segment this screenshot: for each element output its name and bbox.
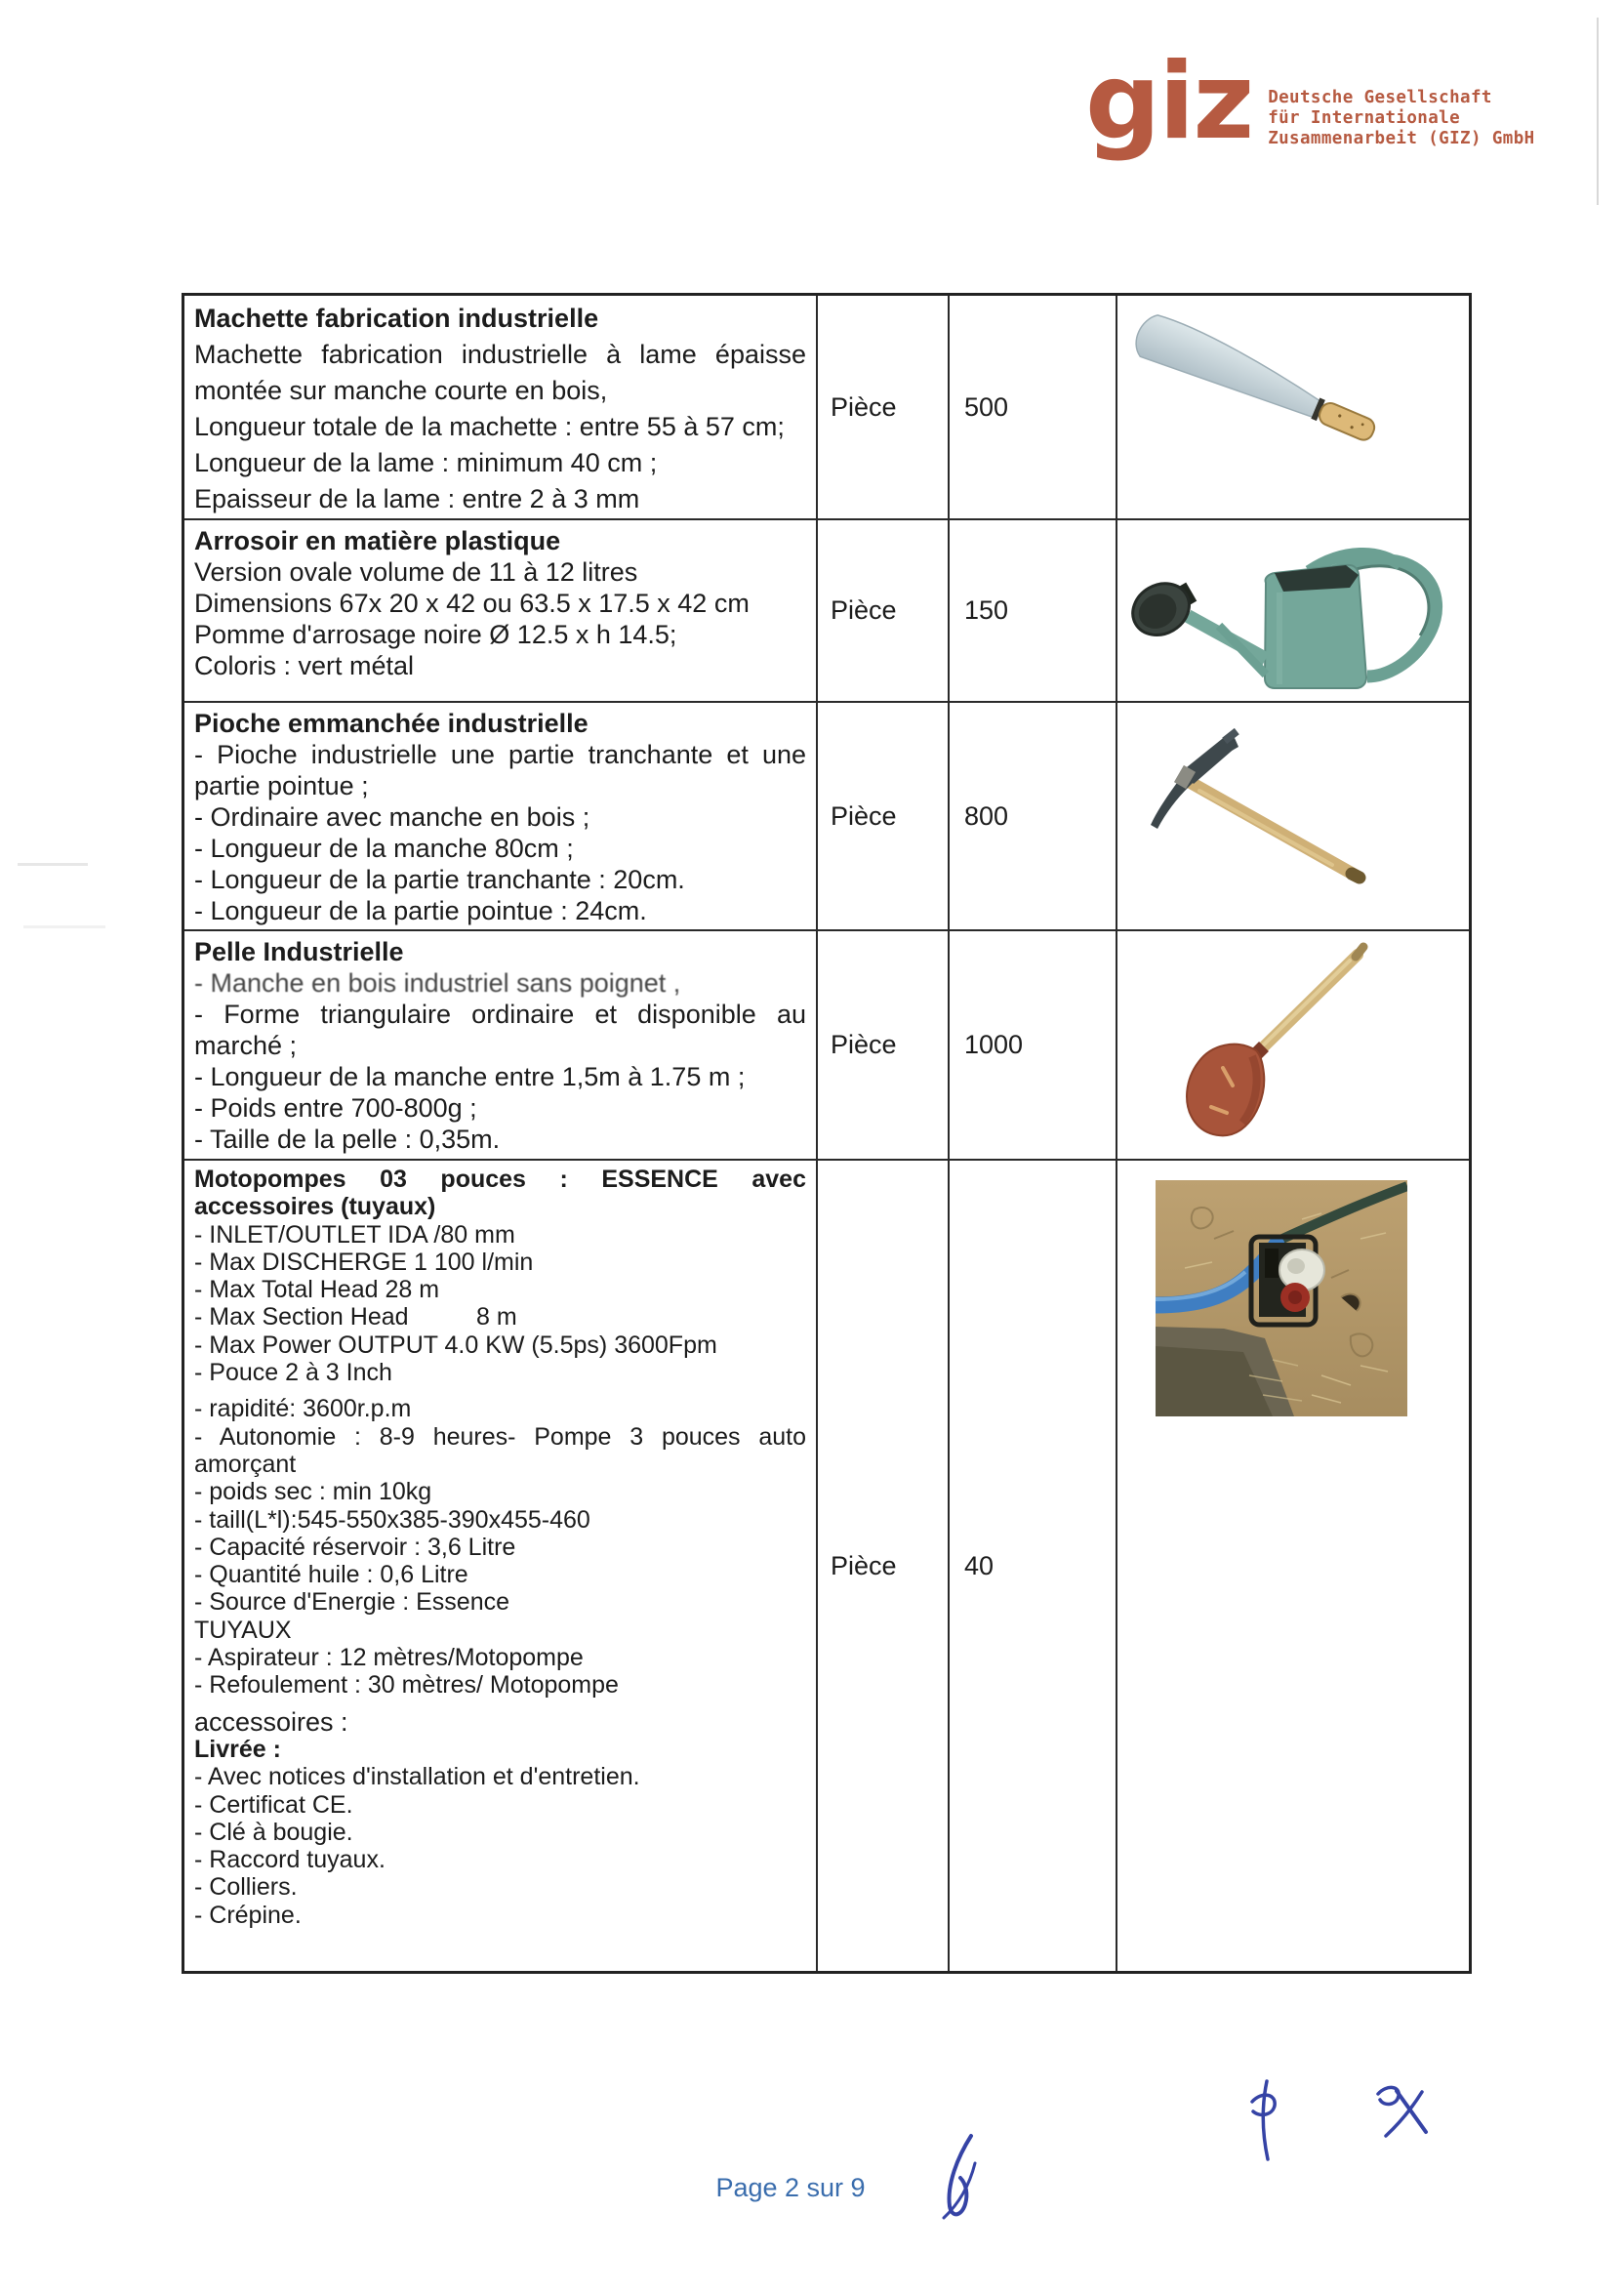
item-line: - Manche en bois industriel sans poignet , — [194, 968, 681, 998]
pen-initial-icon — [1245, 2075, 1290, 2169]
unit-value: Pièce — [831, 595, 897, 625]
item-line: Livrée : — [194, 1735, 281, 1763]
item-line: TUYAUX — [194, 1616, 292, 1644]
giz-wordmark: giz — [1085, 41, 1253, 163]
item-line: - Max Total Head 28 m — [194, 1276, 440, 1304]
item-line: - Pioche industrielle une partie tranchante et une partie pointue ; — [194, 740, 814, 800]
item-line: - INLET/OUTLET IDA /80 mm — [194, 1220, 515, 1249]
item-line: Machette fabrication industrielle à lame épaisse montée sur manche courte en bois, — [194, 340, 814, 405]
item-line: - Clé à bougie. — [194, 1818, 353, 1846]
item-line: - rapidité: 3600r.p.m — [194, 1395, 412, 1423]
item-line: - Avec notices d'installation et d'entretien. — [194, 1763, 640, 1791]
pelle-image — [1117, 931, 1469, 1154]
giz-logo-line: Zusammenarbeit (GIZ) GmbH — [1268, 129, 1535, 148]
item-line: - Quantité huile : 0,6 Litre — [194, 1561, 468, 1589]
machette-description-cell — [183, 295, 818, 520]
table-row-arrosoir — [183, 519, 1471, 702]
pioche-image-cell — [1116, 702, 1471, 930]
pen-initial-icon — [1368, 2079, 1433, 2146]
unit-value: Pièce — [831, 391, 897, 422]
item-line: - Longueur de la partie pointue : 24cm. — [194, 896, 647, 925]
pen-mark-icon — [932, 2130, 991, 2228]
item-line: - Ordinaire avec manche en bois ; — [194, 802, 590, 832]
item-line: Longueur de la lame : minimum 40 cm ; — [194, 448, 658, 477]
item-line: - Autonomie : 8-9 heures- Pompe 3 pouces auto amorçant — [194, 1422, 813, 1478]
motopompe-image-cell — [1116, 1160, 1471, 1973]
quantity-value: 40 — [964, 1550, 995, 1580]
pioche-image — [1117, 703, 1469, 924]
item-line: - Pouce 2 à 3 Inch — [194, 1359, 392, 1387]
unit-value: Pièce — [831, 800, 897, 831]
machette-image-cell — [1116, 295, 1471, 520]
scan-artifact — [18, 863, 88, 866]
table-row-machette — [183, 295, 1471, 520]
table-row-pelle — [183, 930, 1471, 1160]
giz-logo-line: Deutsche Gesellschaft — [1268, 88, 1492, 107]
machette-image — [1117, 296, 1469, 513]
item-line: - Colliers. — [194, 1873, 298, 1902]
item-line: Pomme d'arrosage noire Ø 12.5 x h 14.5; — [194, 620, 677, 649]
item-line: accessoires : — [194, 1706, 348, 1737]
item-line: - Aspirateur : 12 mètres/Motopompe — [194, 1644, 584, 1672]
motopompe-photo — [1156, 1180, 1407, 1416]
item-title: Pelle Industrielle — [194, 937, 404, 966]
table-row-motopompe — [183, 1160, 1471, 1973]
motopompe-description-cell — [183, 1160, 818, 1973]
quantity-cell — [949, 295, 1116, 520]
table-row-pioche — [183, 702, 1471, 930]
quantity-cell — [949, 1160, 1116, 1973]
arrosoir-image-cell — [1116, 519, 1471, 702]
item-line: Version ovale volume de 11 à 12 litres — [194, 557, 638, 587]
unit-value: Pièce — [831, 1030, 897, 1059]
giz-logo-line: für Internationale — [1268, 108, 1461, 128]
item-line: - Longueur de la manche 80cm ; — [194, 834, 574, 863]
quantity-value: 150 — [964, 595, 1009, 625]
giz-logo — [1085, 41, 1535, 163]
quantity-cell — [949, 930, 1116, 1160]
item-line: - Longueur de la manche entre 1,5m à 1.75 m ; — [194, 1062, 746, 1091]
item-title: Motopompes 03 pouces : ESSENCE avec accessoires (tuyaux) — [194, 1166, 806, 1221]
quantity-value: 800 — [964, 800, 1009, 831]
item-line: - Crépine. — [194, 1901, 302, 1929]
item-line: - Raccord tuyaux. — [194, 1846, 386, 1874]
item-line: - Max Section Head 8 m — [194, 1303, 517, 1331]
item-line: - Longueur de la partie tranchante : 20cm. — [194, 865, 685, 894]
item-line: - Max DISCHERGE 1 100 l/min — [194, 1248, 534, 1276]
pioche-description-cell — [183, 702, 818, 930]
unit-cell — [817, 702, 949, 930]
scan-artifact — [23, 925, 105, 928]
pelle-image-cell — [1116, 930, 1471, 1160]
quantity-value: 1000 — [964, 1030, 1024, 1059]
item-line: - Poids entre 700-800g ; — [194, 1093, 477, 1123]
arrosoir-image — [1117, 520, 1469, 696]
item-line: - Forme triangulaire ordinaire et disponible au marché ; — [194, 1000, 814, 1060]
unit-cell — [817, 519, 949, 702]
item-line: - Capacité réservoir : 3,6 Litre — [194, 1533, 516, 1561]
item-line: - Refoulement : 30 mètres/ Motopompe — [194, 1671, 619, 1700]
item-line: Dimensions 67x 20 x 42 ou 63.5 x 17.5 x 42 cm — [194, 589, 750, 618]
items-table — [182, 293, 1472, 1974]
item-line: - Source d'Energie : Essence — [194, 1588, 509, 1617]
scan-artifact — [1597, 18, 1599, 205]
pelle-description-cell — [183, 930, 818, 1160]
page-number-label: Page 2 sur 9 — [715, 2173, 866, 2202]
item-line: Coloris : vert métal — [194, 651, 415, 680]
giz-logo-text — [1268, 88, 1534, 149]
arrosoir-description-cell — [183, 519, 818, 702]
item-title: Machette fabrication industrielle — [194, 304, 599, 333]
item-title: Arrosoir en matière plastique — [194, 526, 561, 555]
item-line: - poids sec : min 10kg — [194, 1478, 432, 1506]
quantity-cell — [949, 519, 1116, 702]
item-line: Longueur totale de la machette : entre 55 à 57 cm; — [194, 412, 785, 441]
unit-cell — [817, 1160, 949, 1973]
item-line: - Certificat CE. — [194, 1790, 353, 1819]
item-line: - Taille de la pelle : 0,35m. — [194, 1125, 501, 1154]
quantity-cell — [949, 702, 1116, 930]
unit-cell — [817, 930, 949, 1160]
unit-value: Pièce — [831, 1550, 897, 1580]
unit-cell — [817, 295, 949, 520]
quantity-value: 500 — [964, 391, 1009, 422]
item-line: - taill(L*l):545-550x385-390x455-460 — [194, 1505, 590, 1534]
item-line: - Max Power OUTPUT 4.0 KW (5.5ps) 3600Fpm — [194, 1331, 717, 1359]
item-title: Pioche emmanchée industrielle — [194, 709, 589, 738]
item-line: Epaisseur de la lame : entre 2 à 3 mm — [194, 484, 640, 513]
